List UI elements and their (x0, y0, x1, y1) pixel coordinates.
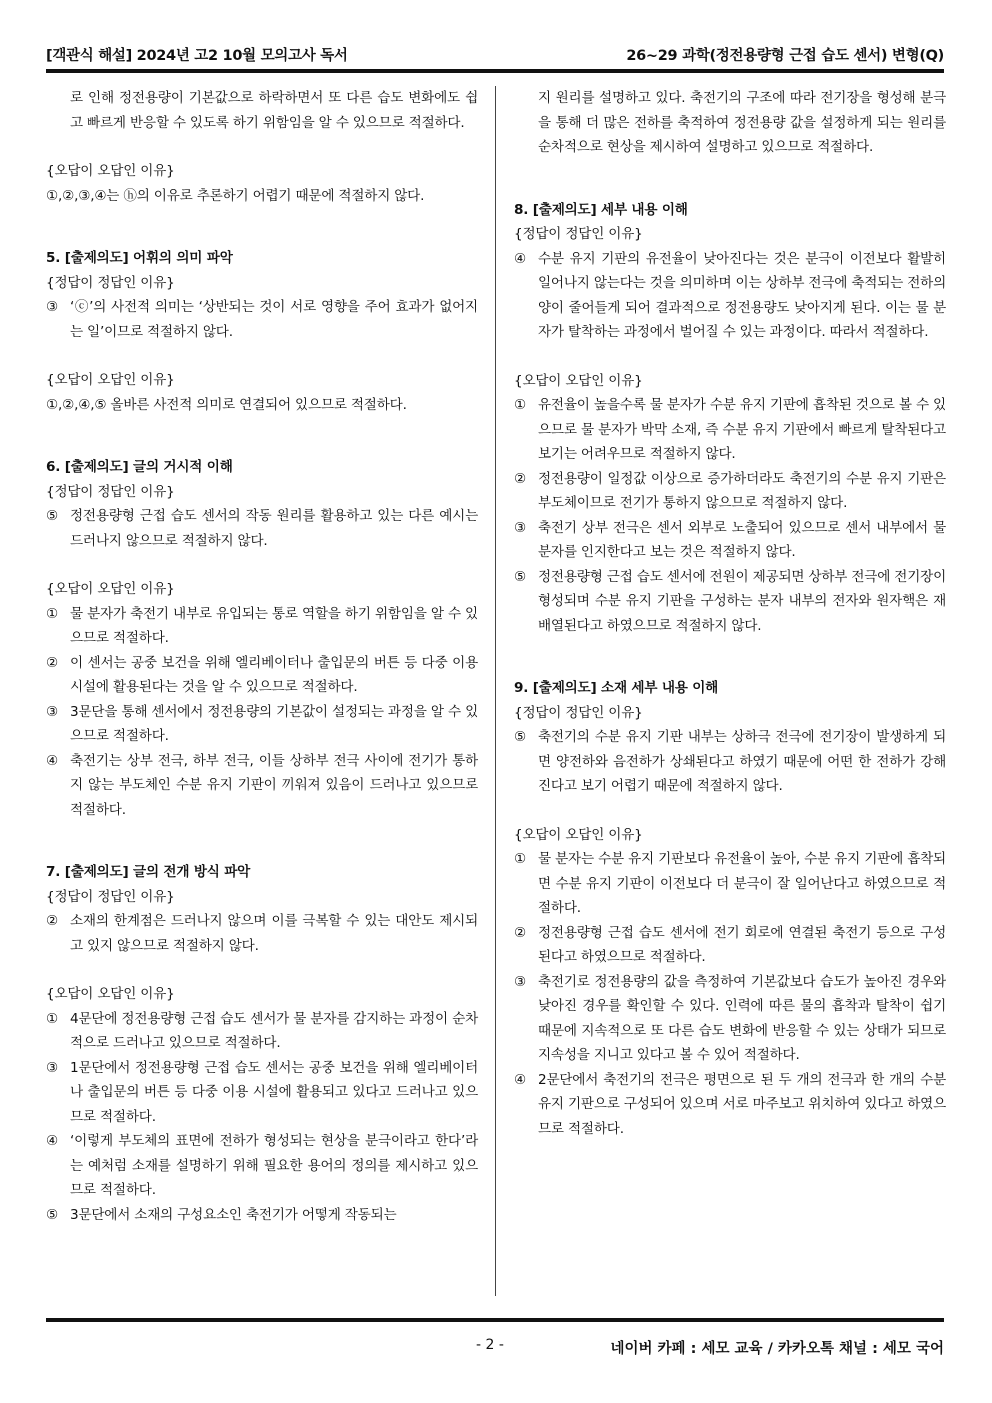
item-num: ① (514, 397, 526, 413)
item-text: 축전기는 상부 전극, 하부 전극, 이들 상하부 전극 사이에 전기가 통하지 않는 부도체인 수분 유지 기판이 끼워져 있음이 드러나고 있으므로 적절하다. (70, 752, 478, 818)
item-num: ③ (46, 1059, 58, 1076)
q5-right-item (46, 295, 478, 344)
q5-title: 5. [출제의도] 어휘의 의미 파악 (46, 250, 233, 266)
q6-wrong-item (46, 700, 478, 749)
q5-right-text: ‘ⓒ’의 사전적 의미는 ‘상반되는 것이 서로 영향을 주어 효과가 없어지는 일’이므로 적절하지 않다. (70, 299, 478, 340)
item-num: ② (514, 924, 526, 941)
q8-wrong-item (514, 467, 946, 516)
footer-rule (46, 1318, 944, 1322)
item-text: 유전율이 높을수록 물 분자가 수분 유지 기판에 흡착된 것으로 볼 수 있으므로 물 분자가 박막 소재, 즉 수분 유지 기판에서 빠르게 탈착된다고 보기는 어려우므로 적절하지 않다. (538, 397, 946, 462)
q8-title: 8. [출제의도] 세부 내용 이해 (514, 201, 688, 218)
item-text: 1문단에서 정전용량형 근접 습도 센서는 공중 보건을 위해 엘리베이터나 출입문의 버튼 등 다중 이용 시설에 활용되고 있다고 드러나고 있으므로 적절하다. (70, 1059, 478, 1125)
q4-wrong-text: ①,②,③,④는 ⓗ의 이유로 추론하기 어렵기 때문에 적절하지 않다. (46, 187, 425, 204)
header-subtitle: 26~29 과학(정전용량형 근접 습도 센서) 변형(Q) (626, 48, 944, 64)
item-num: ③ (46, 703, 58, 720)
item-num: ① (46, 605, 58, 622)
right-intro: 지 원리를 설명하고 있다. 축전기의 구조에 따라 전기장을 형성해 분극을 통해 더 많은 전하를 축적하여 정전용량 값을 설정하게 되는 원리를 순차적으로 현상을 제시하여 설명하고 있으므로 적절하다. (538, 90, 946, 155)
q6-right-num: ⑤ (46, 508, 58, 524)
item-num: ② (46, 654, 58, 671)
page-number: - 2 - (476, 1337, 504, 1353)
q9-right-num: ⑤ (514, 729, 526, 745)
item-text: 축전기로 정전용량의 값을 측정하여 기본값보다 습도가 높아진 경우와 낮아진 경우를 확인할 수 있다. 인력에 따른 물의 흡착과 탈착이 쉽기 때문에 지속적으로 또 다른 습도 변화에 반응할 수 있는 상태가 되므로 지속성을 지니고 있다고 볼 수 있어 적절하다. (538, 973, 946, 1063)
item-text: ‘이렇게 부도체의 표면에 전하가 형성되는 현상을 분극이라고 한다’라는 예처럼 소재를 설명하기 위해 필요한 용어의 정의를 제시하고 있으므로 적절하다. (70, 1133, 478, 1198)
q8-right-num: ④ (514, 250, 526, 267)
item-text: 3문단에서 소재의 구성요소인 축전기가 어떻게 작동되는 (70, 1206, 397, 1223)
q7-wrong-item (46, 1129, 478, 1203)
item-text: 3문단을 통해 센서에서 정전용량의 기본값이 설정되는 과정을 알 수 있으므로 적절하다. (70, 703, 478, 744)
q5-right-num: ③ (46, 299, 58, 315)
q6-title: 6. [출제의도] 글의 거시적 이해 (46, 459, 233, 475)
q6-right-label: {정답이 정답인 이유} (46, 483, 175, 500)
q8-right-text: 수분 유지 기판의 유전율이 낮아진다는 것은 분극이 이전보다 활발히 일어나지 않는다는 것을 의미하며 이는 상하부 전극에 축적되는 전하의 양이 줄어들게 되어 결과적으로 정전용량도 낮아지게 된다. 이는 물 분자가 탈착하는 과정에서 벌어질 수 있는 과정이다. 따라서 적절하다. (538, 250, 946, 340)
q4-wrong-label: {오답이 오답인 이유} (46, 163, 175, 179)
q8-wrong-item (514, 393, 946, 467)
item-text: 물 분자가 축전기 내부로 유입되는 통로 역할을 하기 위함임을 알 수 있으므로 적절하다. (70, 605, 478, 646)
q7-wrong-item (46, 1007, 478, 1056)
item-num: ⑤ (514, 568, 526, 585)
header-title: [객관식 해설] 2024년 고2 10월 모의고사 독서 (46, 48, 348, 64)
left-column (46, 86, 478, 1227)
q9-wrong-item (514, 921, 946, 970)
q6-right-item (46, 504, 478, 553)
q5-right-label: {정답이 정답인 이유} (46, 274, 175, 291)
q6-wrong-label: {오답이 오답인 이유} (46, 581, 175, 597)
item-text: 정전용량형 근접 습도 센서에 전원이 제공되면 상하부 전극에 전기장이 형성되며 수분 유지 기판을 구성하는 분자 내부의 전자와 원자핵은 재배열된다고 하였으므로 적절하지 않다. (538, 568, 946, 634)
item-text: 축전기 상부 전극은 센서 외부로 노출되어 있으므로 센서 내부에서 물 분자를 인지한다고 보는 것은 적절하지 않다. (538, 519, 946, 560)
q8-right-label: {정답이 정답인 이유} (514, 226, 643, 242)
q6-wrong-item (46, 749, 478, 823)
item-text: 4문단에 정전용량형 근접 습도 센서가 물 분자를 감지하는 과정이 순차적으로 드러나고 있으므로 적절하다. (70, 1010, 478, 1051)
q7-wrong-label: {오답이 오답인 이유} (46, 986, 175, 1002)
item-num: ① (46, 1010, 58, 1027)
footer-credit: 네이버 카페 : 세모 교육 / 카카오톡 채널 : 세모 국어 (610, 1341, 944, 1357)
q9-wrong-item (514, 970, 946, 1068)
q7-right-item (46, 909, 478, 958)
q8-wrong-label: {오답이 오답인 이유} (514, 372, 643, 389)
q9-right-text: 축전기의 수분 유지 기판 내부는 상하극 전극에 전기장이 발생하게 되면 양전하와 음전하가 상쇄된다고 하였기 때문에 어떤 한 전하가 강해진다고 보기 어렵기 때문에 적절하지 않다. (538, 729, 946, 794)
item-num: ③ (514, 519, 526, 536)
header-rule (46, 69, 944, 73)
item-num: ④ (46, 1133, 58, 1149)
item-num: ⑤ (46, 1206, 58, 1223)
q6-wrong-item (46, 651, 478, 700)
q8-wrong-item (514, 516, 946, 565)
q5-wrong-text: ①,②,④,⑤ 올바른 사전적 의미로 연결되어 있으므로 적절하다. (46, 396, 407, 413)
item-num: ④ (46, 752, 58, 769)
item-text: 정전용량형 근접 습도 센서에 전기 회로에 연결된 축전기 등으로 구성된다고 하였으므로 적절하다. (538, 924, 946, 965)
item-num: ① (514, 851, 526, 867)
q7-right-label: {정답이 정답인 이유} (46, 888, 175, 905)
item-num: ④ (514, 1071, 526, 1088)
item-text: 이 센서는 공중 보건을 위해 엘리베이터나 출입문의 버튼 등 다중 이용 시설에 활용된다는 것을 알 수 있으므로 적절하다. (70, 654, 478, 695)
item-num: ③ (514, 973, 526, 990)
q6-wrong-item (46, 602, 478, 651)
right-column (514, 86, 946, 1141)
q7-wrong-item (46, 1056, 478, 1130)
q7-right-num: ② (46, 913, 58, 929)
left-intro: 로 인해 정전용량이 기본값으로 하락하면서 또 다른 습도 변화에도 쉽고 빠르게 반응할 수 있도록 하기 위함임을 알 수 있으므로 적절하다. (70, 90, 478, 131)
q8-wrong-item (514, 565, 946, 639)
item-text: 물 분자는 수분 유지 기판보다 유전율이 높아, 수분 유지 기판에 흡착되면 수분 유지 기판이 이전보다 더 분극이 잘 일어난다고 하였으므로 적절하다. (538, 851, 946, 916)
q9-title: 9. [출제의도] 소재 세부 내용 이해 (514, 680, 719, 696)
column-divider (495, 86, 496, 1296)
item-text: 2문단에서 축전기의 전극은 평면으로 된 두 개의 전극과 한 개의 수분 유지 기판으로 구성되어 있으며 서로 마주보고 위치하여 있다고 하였으므로 적절하다. (538, 1071, 946, 1137)
q6-right-text: 정전용량형 근접 습도 센서의 작동 원리를 활용하고 있는 다른 예시는 드러나지 않으므로 적절하지 않다. (70, 508, 478, 549)
q8-right-item (514, 247, 946, 345)
q7-title: 7. [출제의도] 글의 전개 방식 파악 (46, 864, 251, 880)
q5-wrong-label: {오답이 오답인 이유} (46, 372, 175, 388)
q9-right-item (514, 725, 946, 799)
item-num: ② (514, 470, 526, 487)
q9-wrong-label: {오답이 오답인 이유} (514, 826, 643, 843)
q7-wrong-item (46, 1203, 478, 1228)
item-text: 정전용량이 일정값 이상으로 증가하더라도 축전기의 수분 유지 기판은 부도체이므로 전기가 통하지 않으므로 적절하지 않다. (538, 470, 946, 511)
q7-right-text: 소재의 한계점은 드러나지 않으며 이를 극복할 수 있는 대안도 제시되고 있지 않으므로 적절하지 않다. (70, 913, 478, 954)
q9-wrong-item (514, 1068, 946, 1142)
q9-right-label: {정답이 정답인 이유} (514, 704, 643, 721)
q9-wrong-item (514, 847, 946, 921)
